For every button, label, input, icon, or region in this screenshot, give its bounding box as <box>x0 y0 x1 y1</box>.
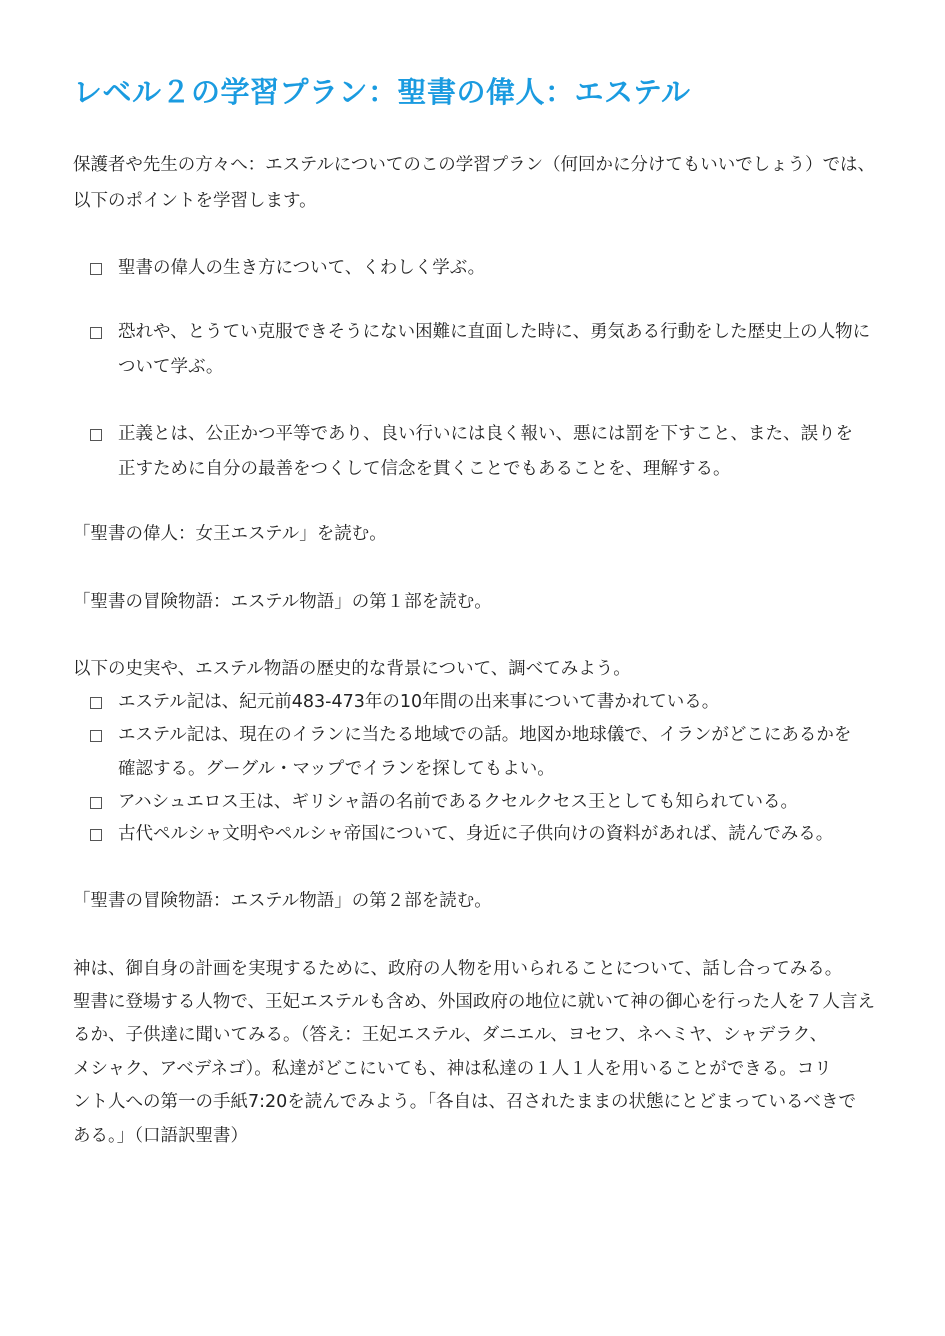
discussion-line-4: メシャク、アベデネゴ）。私達がどこにいても、神は私達の１人１人を用いることができる。コリ <box>73 1059 832 1079</box>
goal-item-text: ついて学ぶ。 <box>118 357 224 377</box>
page-title: レベル２の学習プラン：聖書の偉人：エステル <box>73 75 691 109</box>
discussion-line-2: 聖書に登場する人物で、王妃エステルも含め、外国政府の地位に就いて神の御心を行った人を７人言え <box>73 992 876 1012</box>
discussion-line-6: ある。」（口語訳聖書） <box>73 1126 248 1146</box>
goal-item-text: 正すために自分の最善をつくして信念を貫くことでもあることを、理解する。 <box>118 459 731 479</box>
discussion-line-5: ント人への第一の手紙7:20を読んでみよう。「各自は、召されたままの状態にとどまっているべきで <box>73 1092 857 1112</box>
discussion-line-3: るか、子供達に聞いてみる。（答え：王妃エステル、ダニエル、ヨセフ、ネヘミヤ、シャデラク、 <box>73 1025 828 1045</box>
research-item-text: エステル記は、現在のイランに当たる地域での話。地図か地球儀で、イランがどこにあるかを <box>118 725 852 745</box>
checkbox-icon <box>90 697 102 709</box>
checkbox-icon <box>90 327 102 339</box>
read-instruction-2: 「聖書の冒険物語：エステル物語」の第１部を読む。 <box>73 592 492 612</box>
checkbox-icon <box>90 429 102 441</box>
checkbox-icon <box>90 797 102 809</box>
research-item-text: アハシュエロス王は、ギリシャ語の名前であるクセルクセス王としても知られている。 <box>118 792 799 812</box>
intro-line-2: 以下のポイントを学習します。 <box>73 191 317 211</box>
goal-item-text: 聖書の偉人の生き方について、くわしく学ぶ。 <box>118 258 486 278</box>
read-instruction-1: 「聖書の偉人：女王エステル」を読む。 <box>73 524 387 544</box>
discussion-line-1: 神は、御自身の計画を実現するために、政府の人物を用いられることについて、話し合ってみる。 <box>73 959 843 979</box>
checkbox-icon <box>90 829 102 841</box>
research-item-text: エステル記は、紀元前483-473年の10年間の出来事について書かれている。 <box>118 692 720 712</box>
checkbox-icon <box>90 730 102 742</box>
intro-line-1: 保護者や先生の方々へ：エステルについてのこの学習プラン（何回かに分けてもいいでしょう）では、 <box>73 155 875 175</box>
goal-item-text: 恐れや、とうてい克服できそうにない困難に直面した時に、勇気ある行動をした歴史上の人物に <box>118 322 871 342</box>
read-instruction-3: 「聖書の冒険物語：エステル物語」の第２部を読む。 <box>73 891 492 911</box>
research-item-text: 確認する。グーグル・マップでイランを探してもよい。 <box>118 759 555 779</box>
goal-item-text: 正義とは、公正かつ平等であり、良い行いには良く報い、悪には罰を下すこと、また、誤りを <box>118 424 853 444</box>
research-intro: 以下の史実や、エステル物語の歴史的な背景について、調べてみよう。 <box>73 659 631 679</box>
checkbox-icon <box>90 263 102 275</box>
research-item-text: 古代ペルシャ文明やペルシャ帝国について、身近に子供向けの資料があれば、読んでみる。 <box>118 824 834 844</box>
